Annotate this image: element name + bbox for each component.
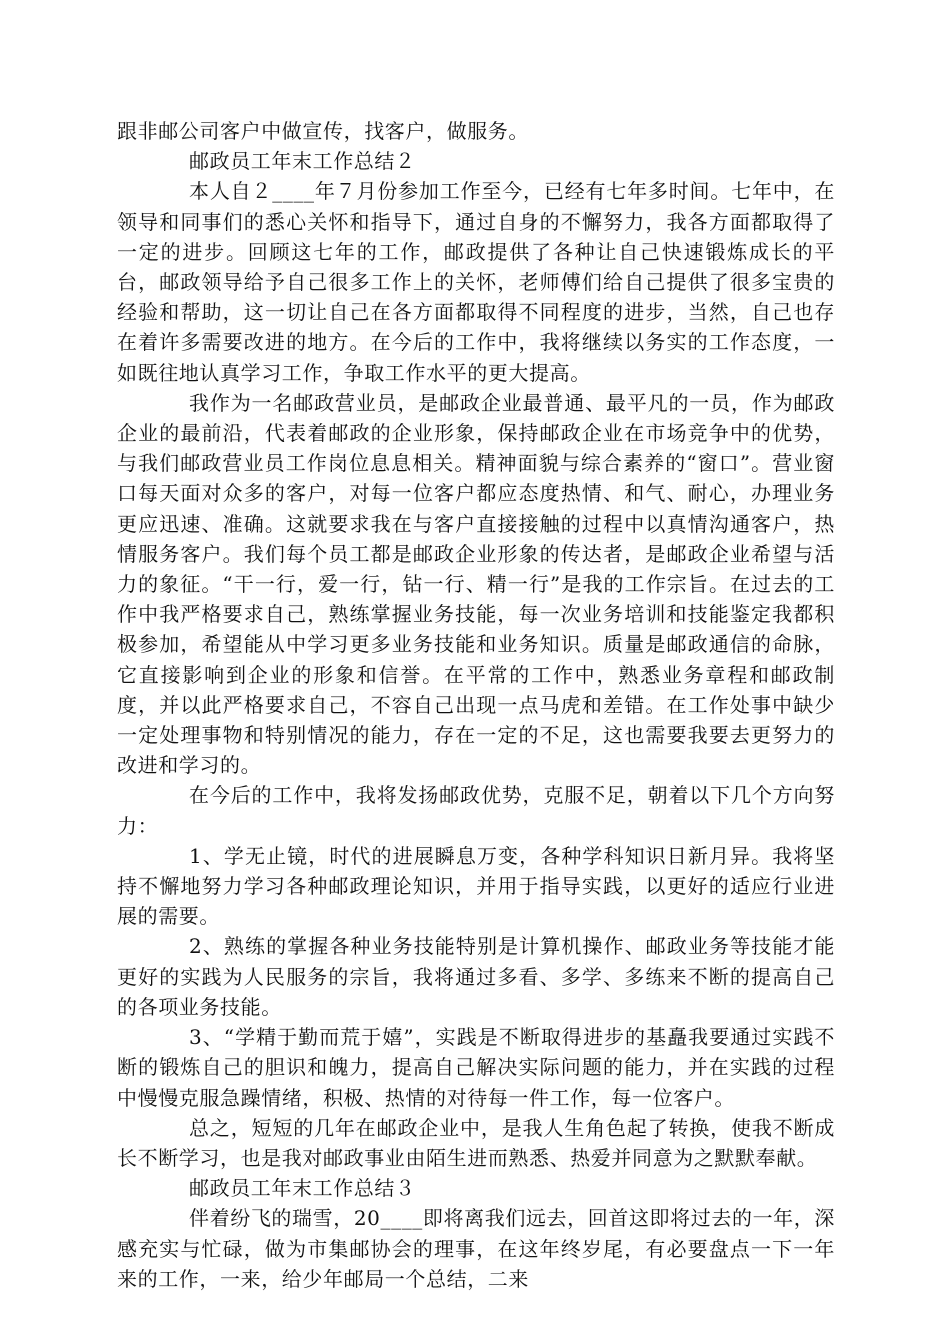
paragraph-continuation: 跟非邮公司客户中做宣传，找客户，做服务。: [117, 119, 529, 143]
paragraph-section3-intro: 伴着纷飞的瑞雪，20____即将离我们远去，回首这即将过去的一年，深感充实与忙碌，做为市集邮协会的理事，在这年终岁尾，有必要盘点一下一年来的工作，一来，给少年邮局一个总结，二来: [117, 1206, 835, 1291]
paragraph-intro: 本人自２____年７月份参加工作至今，已经有七年多时间。七年中，在领导和同事们的悉心关怀和指导下，通过自身的不懈努力，我各方面都取得了一定的进步。回顾这七年的工作，邮政提供了各种让自己快速锻炼成长的平台，邮政领导给予自己很多工作上的关怀，老师傅们给自己提供了很多宝贵的经验和帮助，这一切让自己在各方面都取得不同程度的进步，当然，自己也存在着许多需要改进的地方。在今后的工作中，我将继续以务实的工作态度，一如既往地认真学习工作，争取工作水平的更大提高。: [117, 179, 835, 385]
paragraph-directions: 在今后的工作中，我将发扬邮政优势，克服不足，朝着以下几个方向努力：: [117, 783, 835, 838]
section-heading-2: 邮政员工年末工作总结２: [189, 149, 416, 174]
list-item-3: 3、“学精于勤而荒于嬉”，实践是不断取得进步的基矗我要通过实践不断的锻炼自己的胆识和魄力，提高自己解决实际问题的能力，并在实践的过程中慢慢克服急躁情绪，积极、热情的对待每一件工作，每一位客户。: [117, 1025, 835, 1110]
paragraph-role: 我作为一名邮政营业员，是邮政企业最普通、最平凡的一员，作为邮政企业的最前沿，代表着邮政的企业形象，保持邮政企业在市场竞争中的优势，与我们邮政营业员工作岗位息息相关。精神面貌与综合素养的“窗口”。营业窗口每天面对众多的客户，对每一位客户都应态度热情、和气、耐心，办理业务更应迅速、准确。这就要求我在与客户直接接触的过程中以真情沟通客户，热情服务客户。我们每个员工都是邮政企业形象的传达者，是邮政企业希望与活力的象征。“干一行，爱一行，钻一行、精一行”是我的工作宗旨。在过去的工作中我严格要求自己，熟练掌握业务技能，每一次业务培训和技能鉴定我都积极参加，希望能从中学习更多业务技能和业务知识。质量是邮政通信的命脉，它直接影响到企业的形象和信誉。在平常的工作中，熟悉业务章程和邮政制度，并以此严格要求自己，不容自己出现一点马虎和差错。在工作处事中缺少一定处理事物和特别情况的能力，存在一定的不足，这也需要我要去更努力的改进和学习的。: [117, 390, 835, 778]
list-item-1: 1、学无止镜，时代的进展瞬息万变，各种学科知识日新月异。我将坚持不懈地努力学习各种邮政理论知识，并用于指导实践，以更好的适应行业进展的需要。: [117, 843, 835, 929]
list-item-2: 2、熟练的掌握各种业务技能特别是计算机操作、邮政业务等技能才能更好的实践为人民服务的宗旨，我将通过多看、多学、多练来不断的提高自己的各项业务技能。: [117, 934, 835, 1019]
paragraph-conclusion: 总之，短短的几年在邮政企业中，是我人生角色起了转换，使我不断成长不断学习，也是我对邮政事业由陌生进而熟悉、热爱并同意为之默默奉献。: [117, 1115, 835, 1170]
section-heading-3: 邮政员工年末工作总结３: [189, 1176, 416, 1201]
